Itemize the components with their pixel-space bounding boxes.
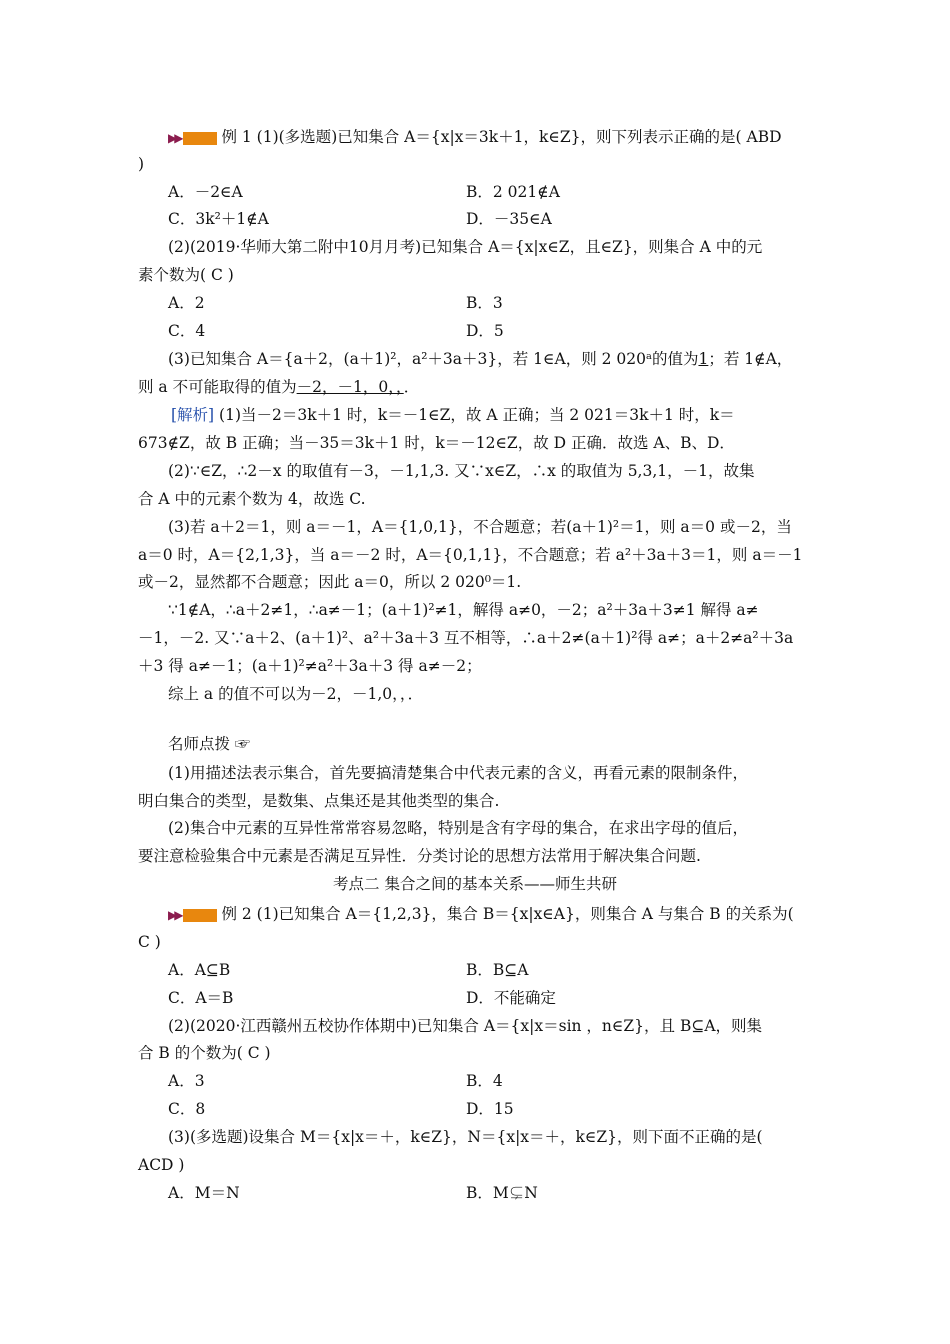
- option-d: D．15: [466, 1100, 514, 1118]
- orange-label-box: [183, 909, 217, 922]
- line: 合 B 的个数为( C ): [138, 1044, 271, 1062]
- line: (1)用描述法表示集合，首先要搞清楚集合中代表元素的含义，再看元素的限制条件，: [168, 764, 748, 782]
- analysis-label: [解析]: [171, 406, 215, 424]
- question-3: (3)已知集合 A＝{a＋2，(a＋1)²，a²＋3a＋3}，若 1∈A，则 2 020ᵃ的值为1；若 1∉A，: [168, 350, 793, 368]
- line: 明白集合的类型，是数集、点集还是其他类型的集合.: [138, 792, 500, 810]
- option-c: C．8: [168, 1100, 206, 1118]
- option-c: C．A＝B: [168, 989, 234, 1007]
- option-a: A．M＝N: [168, 1184, 240, 1202]
- line: ＋3 得 a≠－1；(a＋1)²≠a²＋3a＋3 得 a≠－2；: [138, 657, 482, 675]
- double-arrow-icon: ▶▶: [168, 908, 181, 922]
- option-c: C．4: [168, 322, 206, 340]
- option-b: B．2 021∉A: [466, 183, 560, 201]
- line: 综上 a 的值不可以为－2，－1,0，，．: [168, 685, 424, 703]
- option-c: C．3k²＋1∉A: [168, 210, 269, 228]
- option-a: A．2: [168, 294, 205, 312]
- line: (3)若 a＋2＝1，则 a＝－1，A＝{1,0,1}，不合题意；若(a＋1)²＝1，则 a＝0 或－2，当: [168, 518, 792, 536]
- question-3: (3)(多选题)设集合 M＝{x|x＝＋，k∈Z}，N＝{x|x＝＋，k∈Z}，则下面不正确的是(: [168, 1128, 763, 1146]
- analysis-line: [解析] (1)当－2＝3k＋1 时，k＝－1∈Z，故 A 正确；当 2 021＝3k＋1 时，k＝: [171, 406, 735, 424]
- line: 673∉Z，故 B 正确；当－35＝3k＋1 时，k＝－12∈Z，故 D 正确．故选 A、B、D．: [138, 434, 735, 452]
- option-a: A．A⊆B: [168, 961, 231, 979]
- option-d: D．5: [466, 322, 504, 340]
- option-a: A．3: [168, 1072, 205, 1090]
- double-arrow-icon: ▶▶: [168, 131, 181, 145]
- question-2: (2)(2019·华师大第二附中10月月考)已知集合 A＝{x|x∈Z，且∈Z}，则集合 A 中的元: [168, 238, 763, 256]
- example-2-heading: ▶▶ 例 2 (1)已知集合 A＝{1,2,3}，集合 B＝{x|x∈A}，则集合 A 与集合 B 的关系为(: [168, 905, 794, 923]
- pointing-hand-icon: 名师点拨 ☞: [168, 735, 251, 753]
- line: ): [138, 155, 145, 173]
- line: C ): [138, 933, 161, 951]
- tips-heading: [168, 734, 250, 754]
- option-a: A．－2∈A: [168, 183, 243, 201]
- line: 或－2，显然都不合题意；因此 a＝0，所以 2 020⁰＝1.: [138, 573, 522, 591]
- line: (2)集合中元素的互异性常常容易忽略，特别是含有字母的集合，在求出字母的值后，: [168, 819, 748, 837]
- section-title: 考点二 集合之间的基本关系——师生共研: [333, 875, 617, 893]
- line: －1，－2. 又∵a＋2、(a＋1)²、a²＋3a＋3 互不相等，∴a＋2≠(a＋1)²得 a≠；a＋2≠a²＋3a: [138, 629, 794, 647]
- example-1-heading: ▶▶ 例 1 (1)(多选题)已知集合 A＝{x|x＝3k＋1，k∈Z}，则下列表示正确的是( ABD: [168, 128, 782, 146]
- answer-blank: －2，－1，0，，: [296, 378, 404, 396]
- line: 要注意检验集合中元素是否满足互异性．分类讨论的思想方法常用于解决集合问题.: [138, 847, 701, 865]
- orange-label-box: [183, 132, 217, 145]
- line: ACD ): [138, 1156, 185, 1174]
- option-d: D．－35∈A: [466, 210, 552, 228]
- question-2: (2)(2020·江西赣州五校协作体期中)已知集合 A＝{x|x＝sin ，n∈Z}，且 B⊆A，则集: [168, 1017, 763, 1035]
- line: (2)∵∈Z，∴2－x 的取值有－3，－1,1,3. 又∵x∈Z，∴x 的取值为 5,3,1，－1，故集: [168, 462, 755, 480]
- option-b: B．4: [466, 1072, 503, 1090]
- line: a＝0 时，A＝{2,1,3}，当 a＝－2 时，A＝{0,1,1}，不合题意；若 a²＋3a＋3＝1，则 a＝－1: [138, 546, 803, 564]
- line: 合 A 中的元素个数为 4，故选 C.: [138, 490, 366, 508]
- line: 素个数为( C ): [138, 266, 234, 284]
- answer-blank: 1: [698, 350, 709, 368]
- option-d: D．不能确定: [466, 989, 556, 1007]
- option-b: B．M⊊N: [466, 1184, 538, 1202]
- line: ∵1∉A，∴a＋2≠1，∴a≠－1；(a＋1)²≠1，解得 a≠0，－2；a²＋3a＋3≠1 解得 a≠: [168, 601, 759, 619]
- option-b: B．B⊆A: [466, 961, 529, 979]
- option-b: B．3: [466, 294, 503, 312]
- question-3-cont: 则 a 不可能取得的值为－2，－1，0，，．: [138, 378, 420, 396]
